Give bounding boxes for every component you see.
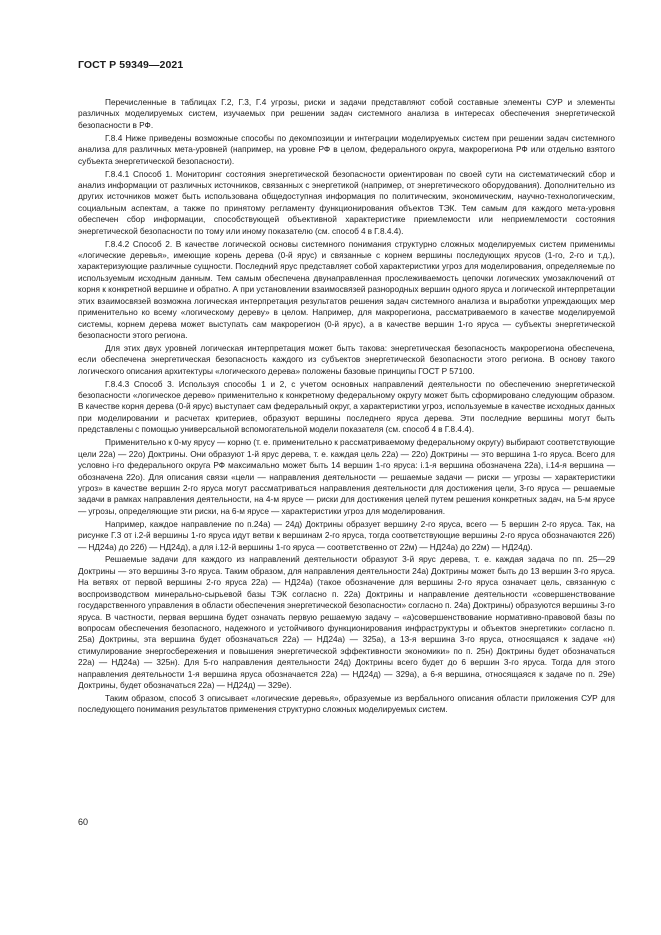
page-number: 60 bbox=[78, 817, 89, 827]
paragraph: Перечисленные в таблицах Г.2, Г.3, Г.4 угрозы, риски и задачи представляют собой составные элементы СУР и элементы различных моделируемых систем, изучаемых при решении задач системного анализа в интересах обеспечения энергетической безопасности в РФ. bbox=[78, 97, 615, 130]
body-text bbox=[78, 97, 615, 717]
paragraph: Таким образом, способ 3 описывает «логические деревья», образуемые из вербального описания области приложения СУР для последующего понимания результатов применения структурно сложных моделируемых систем. bbox=[78, 693, 615, 715]
paragraph: Г.8.4.3 Способ 3. Используя способы 1 и 2, с учетом основных направлений деятельности по обеспечению энергетической безопасности «логическое дерево» применительно к конкретному федеральному округу может быть сформировано следующим образом. В качестве корня дерева (0-й ярус) выступает сам федеральный округ, а характеристики угроз, используемые в качестве исходных данных при моделировании и расчетах критериев, образуют вершины последнего яруса дерева. Эти последние вершины могут быть представлены с помощью универсальной вспомогательной модели показателя (см. способ 4 в Г.8.4.4). bbox=[78, 378, 615, 435]
paragraph: Для этих двух уровней логическая интерпретация может быть такова: энергетическая безопасность макрорегиона обеспечена, если обеспечена энергетическая безопасность каждого из субъектов энергетической безопасности этого региона. В основу такого логического описания архитектуры «логического дерева» положены базовые принципы ГОСТ Р 57100. bbox=[78, 342, 615, 376]
paragraph: Применительно к 0-му ярусу — корню (т. е. применительно к рассматриваемому федеральному округу) выбирают соответствующие цели 22а) — 22о) Доктрины. Они образуют 1-й ярус дерева, т. е. каждая цель 22а) — 22о) Доктрины — это вершина 1-го яруса. Всего для условно i-го федерального округа РФ максимально может быть 14 вершин 1-го яруса: i.1-я вершина обозначена 22а), i.14-я вершина — обозначена 22о). Для описания связи «цели — направления деятельности — решаемые задачи — риски — угрозы — характеристики угроз» в качестве вершин 2-го яруса могут рассматриваться направления деятельности для достижения цели, 3-го яруса — решаемые задачи в рамках направления деятельности, на 4-м ярусе — риски для достижения целей путем решения конкретных задач, на 5-м ярусе — угрозы, определяющие эти риски, на 6-м ярусе — характеристики угроз для моделирования. bbox=[78, 437, 615, 516]
paragraph: Г.8.4.1 Способ 1. Мониторинг состояния энергетической безопасности ориентирован по своей сути на систематический сбор и анализ информации от различных источников, связанных с энергетикой (например, от энергетического оборудования). Дополнительно из других источников может быть использована общедоступная информация по политическим, экономическим, научно-технологическим, социальным аспектам, а также по принятому регламенту функционирования объектов ТЭК. Тем самым для каждого мета-уровня обеспечен сбор информации, способствующей объективной характеристике приемлемости или неприемлемости состояния энергетической безопасности по тому или иному показателю (см. способ 4 в Г.8.4.4). bbox=[78, 168, 615, 236]
paragraph: Например, каждое направление по п.24а) — 24д) Доктрины образует вершину 2-го яруса, всего — 5 вершин 2-го яруса. Так, на рисунке Г.3 от i.2-й вершины 1-го яруса идут ветви к вершинам 2-го яруса, тогда соответствующие вершины 2-го яруса обозначаются 22б) — НД24а) до 22б) — НД24д), а для i.12-й вершины 1-го яруса — соответственно от 22м) — НД24а) до 22м) — НД24д). bbox=[78, 518, 615, 552]
standard-header: ГОСТ Р 59349—2021 bbox=[78, 59, 184, 71]
paragraph: Решаемые задачи для каждого из направлений деятельности образуют 3-й ярус дерева, т. е. каждая задача по пп. 25—29 Доктрины — это вершины 3-го яруса. Таким образом, для направления деятельности 24а) Доктрины может быть до 13 вершин 3-го яруса. На ветвях от первой вершины 2-го яруса 22а) — НД24а) (такое обозначение для вершины 2-го яруса означает цель, связанную с воспроизводством минерально-сырьевой базы ТЭК согласно п. 22а) Доктрины и направление деятельности «совершенствование государственного управления в области обеспечения энергетической безопасности» согласно п. 24а) Доктрины) образуются вершины 3-го яруса. В частности, первая вершина будет означать первую решаемую задачу – «а)совершенствование нормативно-правовой базы по вопросам обеспечения безопасного, надежного и устойчивого функционирования инфраструктуры и объектов энергетики» согласно п. 25а) Доктрины, эта вершина будет обозначаться 22а) — НД24а) — 325а), а 13-я вершина 3-го яруса, относящаяся к задаче «н) стимулирование энергосбережения и повышения энергетической эффективности экономики» по п. 25н) Доктрины будет обозначаться 22а) — НД24а) — 325н). Для 5-го направления деятельности 24д) Доктрины всего будет до 6 вершин 3-го яруса. Тогда для этого направления деятельности 1-я вершина яруса обозначается 22а) — НД24д) — 329а), а 6-я вершина, относящаяся к задаче по п. 29е) Доктрины, будет обозначаться 22а) — НД24д) — 329е). bbox=[78, 554, 615, 691]
paragraph: Г.8.4 Ниже приведены возможные способы по декомпозиции и интеграции моделируемых систем при решении задач системного анализа для различных мета-уровней (например, на уровне РФ в целом, федерального округа, макрорегиона РФ или отдельно взятого субъекта энергетической безопасности). bbox=[78, 132, 615, 166]
paragraph: Г.8.4.2 Способ 2. В качестве логической основы системного понимания структурно сложных моделируемых систем применимы «логические деревья», имеющие корень дерева (0-й ярус) и связанные с корнем вершины последующих ярусов (1-го, 2-го и т.д.), характеризующие различные сущности. Последний ярус представляет собой характеристики угроз для моделирования, определяемые по используемым исходным данным. Тем самым обеспечена двунаправленная прослеживаемость цепочки логических умозаключений от корня к конкретной вершине и обратно. А при установлении взаимосвязей разнородных вершин одного яруса и логической интерпретации этих взаимосвязей возможна логическая интерпретация результатов решения задач системного анализа и выработки упреждающих мер применительно ко всему «логическому дереву» в целом. Например, для макрорегиона, рассматриваемого в качестве моделируемой системы, корнем дерева может выступать сам макрорегион (0-й ярус), а в качестве вершин 1-го яруса — субъекты энергетической безопасности этого региона. bbox=[78, 238, 615, 340]
